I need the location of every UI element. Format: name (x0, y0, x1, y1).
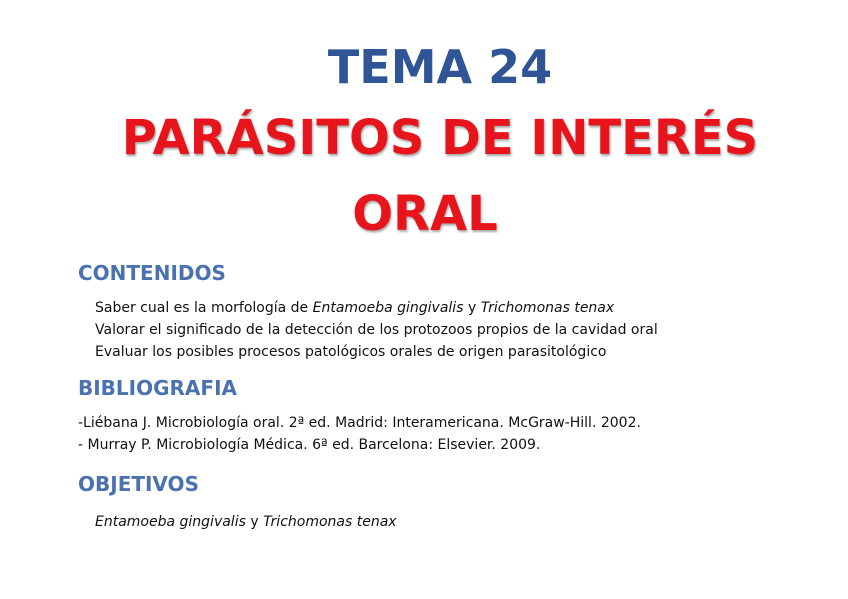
bibliografia-reference-murray: - Murray P. Microbiología Médica. 6ª ed. Barcelona: Elsevier. 2009. (78, 437, 541, 453)
topic-title-line2: ORAL (352, 186, 498, 242)
contenidos-item-text: Saber cual es la morfología de (95, 300, 313, 316)
conjunction-text: y (463, 300, 481, 316)
objetivos-heading: OBJETIVOS (78, 472, 199, 496)
topic-title-line1: PARÁSITOS DE INTERÉS (121, 110, 759, 166)
species-name-trichomonas: Trichomonas tenax (263, 514, 397, 530)
contenidos-heading: CONTENIDOS (78, 261, 226, 285)
objetivos-item (95, 514, 397, 530)
contenidos-item-procesos: Evaluar los posibles procesos patológicos orales de origen parasitológico (95, 344, 607, 360)
conjunction-text: y (245, 514, 264, 530)
contenidos-item-deteccion: Valorar el significado de la detección de los protozoos propios de la cavidad oral (95, 322, 658, 338)
bibliografia-heading: BIBLIOGRAFIA (78, 376, 237, 400)
topic-number-title: TEMA 24 (327, 40, 553, 94)
species-name-entamoeba: Entamoeba gingivalis (95, 514, 246, 530)
contenidos-item-morfologia (95, 300, 614, 316)
bibliografia-reference-liebana: -Liébana J. Microbiología oral. 2ª ed. Madrid: Interamericana. McGraw-Hill. 2002. (78, 415, 641, 431)
species-name-trichomonas: Trichomonas tenax (480, 300, 615, 316)
species-name-entamoeba: Entamoeba gingivalis (312, 300, 464, 316)
